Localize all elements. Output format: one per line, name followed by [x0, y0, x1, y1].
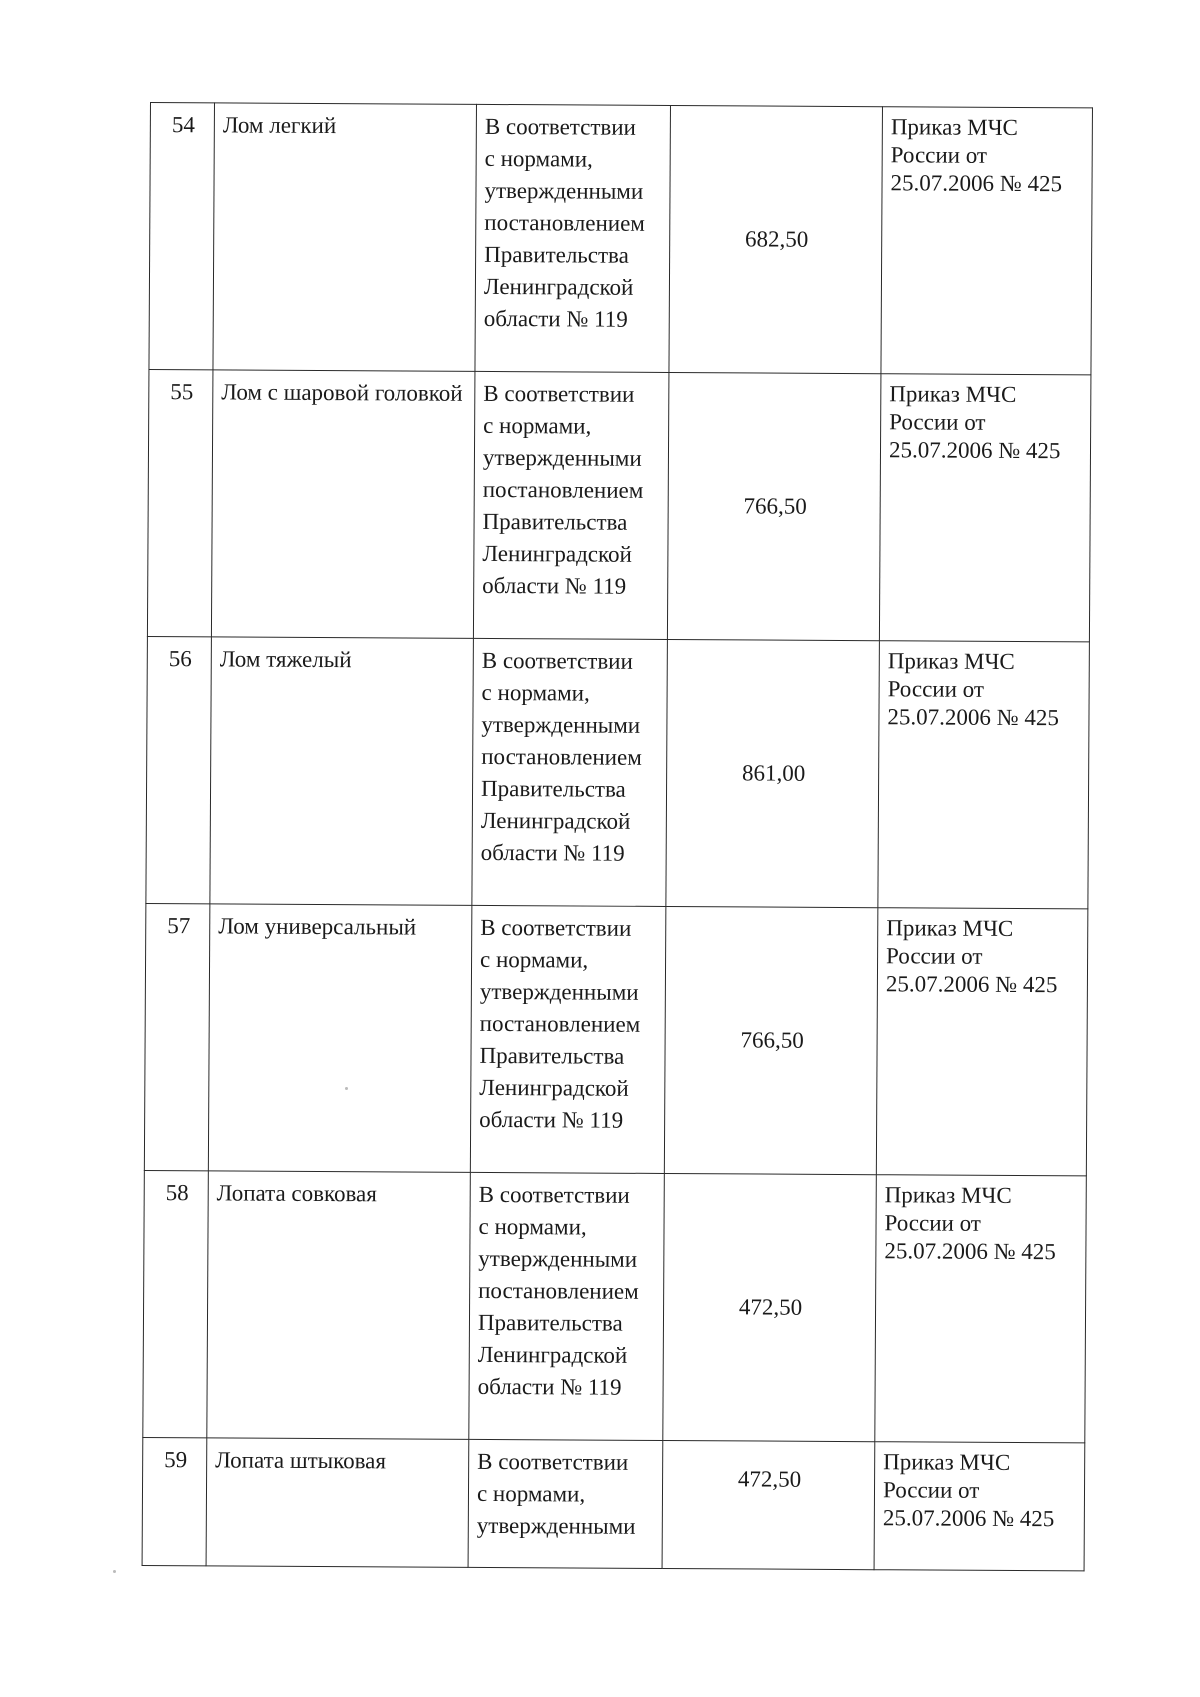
norm-basis-line: с нормами,: [479, 946, 589, 973]
norm-basis-line: Ленинградской: [477, 1341, 628, 1368]
norm-basis-cell: [468, 1439, 663, 1568]
norm-basis-line: области № 119: [482, 572, 627, 599]
row-number: 58: [165, 1180, 189, 1206]
norm-basis-line: утвержденными: [481, 711, 641, 738]
reference-line: России от: [886, 943, 983, 969]
reference-line: 25.07.2006 № 425: [888, 437, 1061, 464]
reference-cell: [875, 1175, 1087, 1443]
norm-basis-line: постановлением: [484, 209, 645, 236]
price-cell: [667, 372, 881, 640]
price-value: 472,50: [737, 1466, 802, 1492]
price-value: 682,50: [745, 226, 809, 252]
table-body: [142, 103, 1092, 1571]
row-number-cell: [146, 636, 212, 903]
row-number-cell: [144, 903, 210, 1170]
norm-basis-line: утвержденными: [479, 978, 639, 1005]
norm-basis-line: Правительства: [484, 241, 629, 268]
item-name-cell: [208, 904, 472, 1173]
table-row: [147, 369, 1091, 641]
table-row: [146, 636, 1090, 908]
row-number: 57: [167, 913, 191, 939]
row-number: 56: [168, 646, 192, 672]
norm-basis-line: постановлением: [482, 476, 644, 503]
price-cell: [664, 906, 878, 1174]
item-name: Лопата штыковая: [215, 1447, 387, 1474]
norm-basis-line: с нормами,: [481, 679, 590, 706]
norm-basis-line: области № 119: [483, 305, 628, 332]
norm-basis-line: утвержденными: [484, 177, 644, 204]
price-value: 766,50: [740, 1027, 804, 1053]
scan-speck: [345, 1087, 348, 1090]
reference-line: Приказ МЧС: [887, 648, 1015, 674]
reference-line: 25.07.2006 № 425: [882, 1505, 1055, 1532]
item-name: Лом легкий: [222, 112, 337, 139]
norm-basis-line: с нормами,: [478, 1213, 587, 1240]
norms-table: [142, 102, 1093, 1571]
table-row: [149, 103, 1093, 375]
norm-basis-cell: [475, 104, 671, 372]
item-name-cell: [211, 370, 475, 639]
norm-basis-line: В соответствии: [480, 914, 632, 941]
reference-line: Приказ МЧС: [886, 915, 1014, 941]
reference-line: России от: [884, 1210, 981, 1236]
item-name: Лом тяжелый: [219, 646, 352, 673]
reference-line: России от: [889, 409, 986, 435]
norm-basis-line: области № 119: [480, 839, 625, 866]
norm-basis-cell: [469, 1172, 665, 1440]
norm-basis-line: с нормами,: [476, 1480, 586, 1507]
reference-cell: [879, 374, 1091, 642]
reference-cell: [881, 107, 1093, 375]
item-name-cell: [207, 1171, 471, 1440]
reference-line: 25.07.2006 № 425: [884, 1238, 1056, 1265]
item-name-cell: [210, 637, 474, 906]
row-number: 59: [164, 1447, 188, 1473]
norm-basis-line: Правительства: [477, 1309, 623, 1336]
norm-basis-line: постановлением: [478, 1277, 639, 1304]
price-cell: [666, 639, 880, 907]
price-cell: [662, 1440, 875, 1569]
reference-line: Приказ МЧС: [884, 1182, 1012, 1208]
norm-basis-cell: [473, 371, 669, 639]
item-name-cell: [213, 103, 477, 372]
norm-basis-line: Правительства: [480, 775, 626, 802]
reference-cell: [876, 908, 1088, 1176]
item-name: Лом универсальный: [218, 913, 417, 940]
norm-basis-line: области № 119: [479, 1106, 624, 1133]
norm-basis-line: В соответствии: [478, 1181, 630, 1208]
norm-basis-line: Ленинградской: [482, 540, 632, 567]
item-name-cell: [206, 1438, 469, 1568]
reference-line: Приказ МЧС: [889, 381, 1017, 407]
norm-basis-line: Ленинградской: [483, 273, 634, 300]
norm-basis-line: области № 119: [477, 1373, 622, 1400]
norm-basis-line: утвержденными: [476, 1512, 636, 1539]
price-value: 766,50: [743, 493, 807, 519]
reference-line: 25.07.2006 № 425: [887, 704, 1059, 731]
row-number-cell: [142, 1437, 207, 1565]
table-row: [144, 903, 1088, 1175]
norm-basis-line: Ленинградской: [479, 1074, 629, 1101]
norm-basis-line: постановлением: [479, 1010, 641, 1037]
price-value: 472,50: [738, 1294, 803, 1320]
table-row: [143, 1170, 1087, 1442]
norm-basis-line: Правительства: [479, 1042, 625, 1069]
price-value: 861,00: [741, 760, 806, 786]
norm-basis-line: утвержденными: [478, 1245, 638, 1272]
item-name: Лопата совковая: [216, 1180, 377, 1207]
norm-basis-line: В соответствии: [481, 647, 633, 674]
norm-basis-line: с нормами,: [483, 412, 592, 439]
price-cell: [669, 105, 883, 373]
row-number: 55: [170, 379, 194, 405]
reference-line: 25.07.2006 № 425: [890, 170, 1063, 197]
reference-cell: [874, 1442, 1085, 1571]
row-number-cell: [143, 1170, 209, 1437]
reference-line: России от: [890, 142, 988, 168]
norm-basis-line: утвержденными: [482, 444, 642, 471]
norm-basis-line: Правительства: [482, 508, 628, 535]
reference-line: 25.07.2006 № 425: [885, 971, 1058, 998]
row-number-cell: [147, 369, 213, 636]
norm-basis-line: Ленинградской: [480, 807, 631, 834]
norm-basis-line: В соответствии: [477, 1448, 629, 1475]
norm-basis-line: с нормами,: [484, 145, 593, 172]
norm-basis-line: постановлением: [481, 743, 642, 770]
table-row: [142, 1437, 1085, 1570]
norm-basis-cell: [470, 905, 666, 1173]
scan-speck: [113, 1570, 116, 1573]
price-cell: [663, 1173, 877, 1441]
reference-line: Приказ МЧС: [883, 1449, 1011, 1475]
norm-basis-cell: [472, 638, 668, 906]
reference-line: России от: [887, 676, 985, 702]
norm-basis-line: В соответствии: [484, 113, 636, 140]
row-number-cell: [149, 103, 215, 370]
row-number: 54: [171, 112, 195, 138]
item-name: Лом с шаровой головкой: [221, 379, 463, 406]
reference-line: Приказ МЧС: [890, 114, 1018, 140]
reference-line: России от: [882, 1477, 980, 1503]
norm-basis-line: В соответствии: [483, 380, 635, 407]
reference-cell: [878, 641, 1090, 909]
